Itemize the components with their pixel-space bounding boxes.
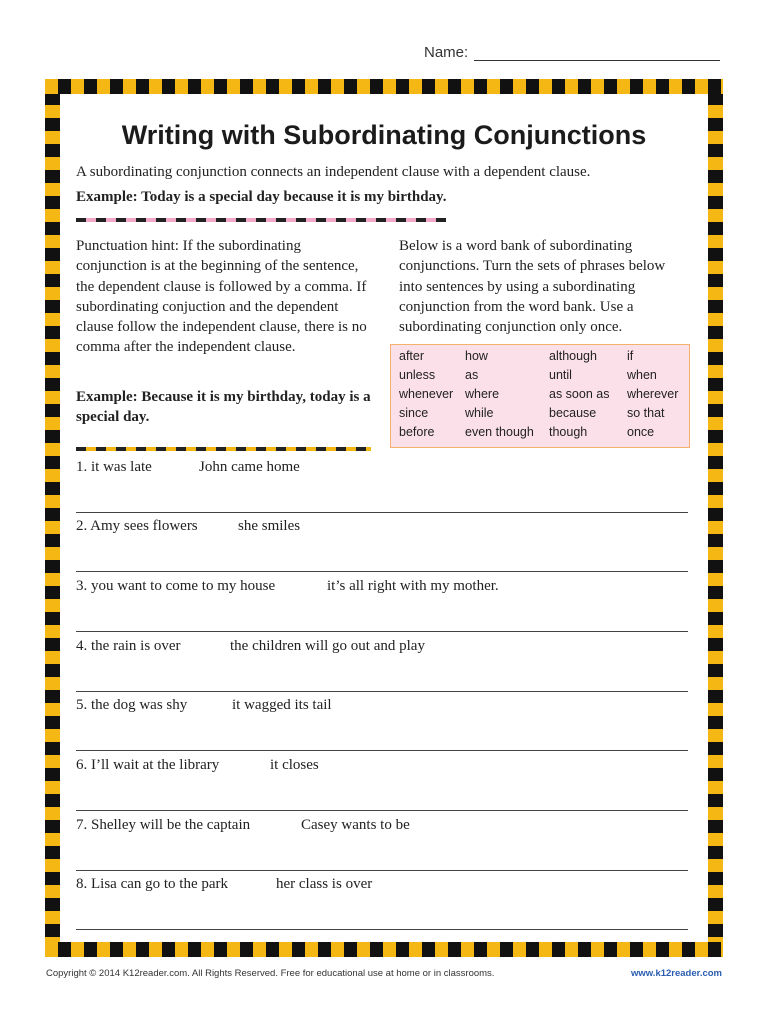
word-bank-word: if: [627, 349, 634, 363]
website-link[interactable]: www.k12reader.com: [630, 968, 722, 979]
name-label: Name:: [424, 44, 469, 61]
word-bank-word: although: [549, 349, 597, 363]
answer-line-6[interactable]: [76, 810, 688, 811]
word-bank-box: [390, 344, 690, 448]
dashed-divider-pink: [76, 218, 446, 222]
phrase-1: 4. the rain is over: [76, 638, 181, 654]
word-bank-word: as soon as: [549, 387, 610, 401]
word-bank-row: [391, 349, 689, 368]
word-bank-word: unless: [399, 368, 436, 382]
word-bank-word: until: [549, 368, 572, 382]
word-bank-word: when: [627, 368, 657, 382]
answer-line-3[interactable]: [76, 631, 688, 632]
phrase-2: John came home: [199, 459, 300, 475]
worksheet-body: [60, 94, 708, 942]
word-bank-word: though: [549, 425, 588, 439]
word-bank-word: even though: [465, 425, 534, 439]
answer-line-7[interactable]: [76, 870, 688, 871]
answer-line-1[interactable]: [76, 512, 688, 513]
word-bank-word: once: [627, 425, 655, 439]
exercise-item-3: [76, 578, 499, 595]
phrase-2: the children will go out and play: [230, 638, 425, 654]
word-bank-word: wherever: [627, 387, 679, 401]
phrase-1: 3. you want to come to my house: [76, 578, 276, 594]
phrase-2: it’s all right with my mother.: [327, 578, 499, 594]
phrase-1: 7. Shelley will be the captain: [76, 817, 251, 833]
answer-line-4[interactable]: [76, 691, 688, 692]
example-sentence-2: Example: Because it is my birthday, today is a special day.: [76, 389, 371, 425]
word-bank-row: [391, 368, 689, 387]
example-sentence-1: Example: Today is a special day because it is my birthday.: [76, 189, 447, 205]
phrase-2: Casey wants to be: [301, 817, 410, 833]
name-blank-line[interactable]: [474, 45, 720, 61]
name-field-row: [424, 44, 720, 61]
exercise-item-2: [76, 518, 301, 535]
exercise-item-1: [76, 459, 300, 476]
phrase-2: it closes: [270, 757, 319, 773]
phrase-1: 2. Amy sees flowers: [76, 518, 198, 534]
word-bank-word: before: [399, 425, 435, 439]
word-bank-word: as: [465, 368, 479, 382]
punctuation-hint: Punctuation hint: If the subordinating conjunction is at the beginning of the sentence, the dependent clause is followed by a comma. If subordinating conjuction and the dependent clause follow the independent clause, there is no comma after the independent clause.: [76, 238, 367, 356]
answer-line-5[interactable]: [76, 750, 688, 751]
exercise-item-4: [76, 638, 425, 655]
copyright-notice: Copyright © 2014 K12reader.com. All Rights Reserved. Free for educational use at home or in classrooms.: [46, 968, 495, 979]
word-bank-word: after: [399, 349, 425, 363]
word-bank-row: [391, 425, 689, 444]
worksheet-title: Writing with Subordinating Conjunctions: [121, 120, 647, 150]
phrase-1: 8. Lisa can go to the park: [76, 876, 229, 892]
word-bank-row: [391, 387, 689, 406]
phrase-2: she smiles: [238, 518, 301, 534]
word-bank-instructions: Below is a word bank of subordinating conjunctions. Turn the sets of phrases below into sentences by using a subordinating conjunction from the word bank. Use a subordinating conjunction only once.: [399, 238, 666, 336]
answer-line-8[interactable]: [76, 929, 688, 930]
exercise-item-8: [76, 876, 373, 893]
word-bank-word: since: [399, 406, 429, 420]
intro-text: A subordinating conjunction connects an independent clause with a dependent clause.: [76, 164, 591, 180]
phrase-1: 6. I’ll wait at the library: [76, 757, 220, 773]
phrase-2: her class is over: [276, 876, 373, 892]
exercise-item-6: [76, 757, 319, 774]
word-bank-word: whenever: [399, 387, 454, 401]
phrase-1: 5. the dog was shy: [76, 697, 188, 713]
word-bank-word: how: [465, 349, 488, 363]
exercise-item-7: [76, 817, 410, 834]
word-bank-word: because: [549, 406, 597, 420]
word-bank-word: where: [465, 387, 500, 401]
hazard-stripe-border: [45, 79, 723, 957]
phrase-2: it wagged its tail: [232, 697, 332, 713]
answer-line-2[interactable]: [76, 571, 688, 572]
dashed-divider-yellow: [76, 447, 371, 451]
phrase-1: 1. it was late: [76, 459, 152, 475]
word-bank-row: [391, 406, 689, 425]
exercise-item-5: [76, 697, 332, 714]
word-bank-word: while: [465, 406, 494, 420]
word-bank-word: so that: [627, 406, 665, 420]
